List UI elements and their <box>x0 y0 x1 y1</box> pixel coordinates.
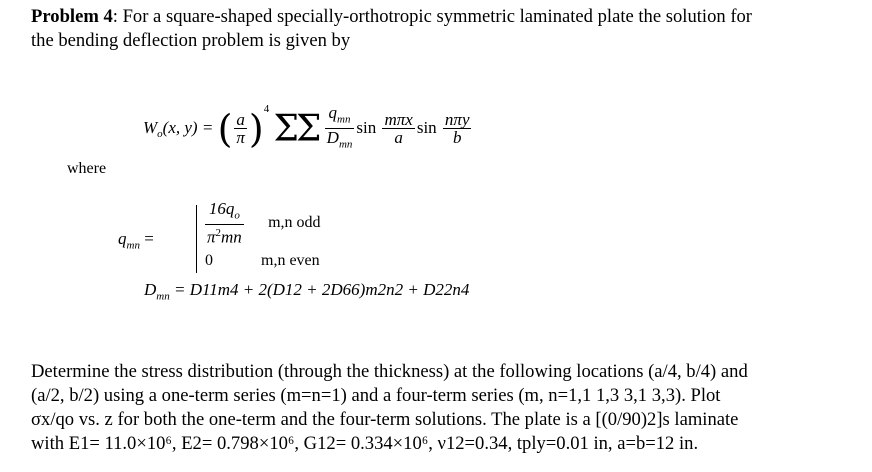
task-line-2: (a/2, b/2) using a one-term series (m=n=1) and a four-term series (m, n=1,1 1,3 3,1 3,3). Plot <box>31 385 721 406</box>
problem-label: Problem 4 <box>31 6 113 27</box>
eq1-a-over-pi: $\frac{a}{\pi}$ <box>236 110 245 148</box>
eq1-sigma: ΣΣ <box>273 108 319 150</box>
task-line-1: Determine the stress distribution (through the thickness) at the following locations (a/4, b/4) and <box>31 361 748 382</box>
problem-statement <box>31 5 831 53</box>
eq1-sin1: sin <box>356 117 377 137</box>
eq1-w-sub: o <box>157 128 163 141</box>
dmn-equation: $D_{mn} = D11m4 + 2(D12 + 2D66)m2n2 + D22n4$ <box>144 280 470 303</box>
eq1-q-over-d: $\frac{q_{mn}}{D_{mn}}$ <box>326 103 353 151</box>
qmn-lhs: $q_{mn}$ = <box>118 229 154 252</box>
deflection-equation <box>143 104 473 154</box>
cond-even: m,n even <box>261 252 320 269</box>
eq2-fraction: $\frac{16q_o}{\pi^2mn}$ <box>207 199 242 248</box>
eq1-power: 4 <box>263 103 270 116</box>
eq1-args: (x, y) = <box>162 117 214 137</box>
task-line-3: σx/qo vs. z for both the one-term and the four-term solutions. The plate is a [(0/90)2]s laminate <box>31 409 739 430</box>
where-label: where <box>67 160 107 177</box>
problem-intro: : For a square-shaped specially-orthotropic symmetric laminated plate the solution for <box>112 6 752 27</box>
eq1-paren-open: ( <box>217 106 233 151</box>
qmn-even-case: 0 m,n even <box>205 252 320 269</box>
task-line-4: with E1= 11.0×10⁶, E2= 0.798×10⁶, G12= 0.334×10⁶, ν12=0.34, tply=0.01 in, a=b=12 in. <box>31 433 699 454</box>
piecewise-brace <box>196 205 197 273</box>
task-description <box>31 360 831 456</box>
problem-intro-line2: the bending deflection problem is given by <box>31 30 351 51</box>
eq1-mpix-over-a: $\frac{\text{mπx}}{a}$ <box>384 110 413 148</box>
eq1-w: W <box>143 117 158 137</box>
eq1-npiy-over-b: $\frac{\text{nπy}}{b}$ <box>444 110 470 148</box>
eq1-paren-close: ) <box>248 106 264 151</box>
cond-odd: m,n odd <box>268 213 321 231</box>
eq1-sin2: sin <box>416 117 437 137</box>
qmn-odd-case <box>203 200 321 246</box>
